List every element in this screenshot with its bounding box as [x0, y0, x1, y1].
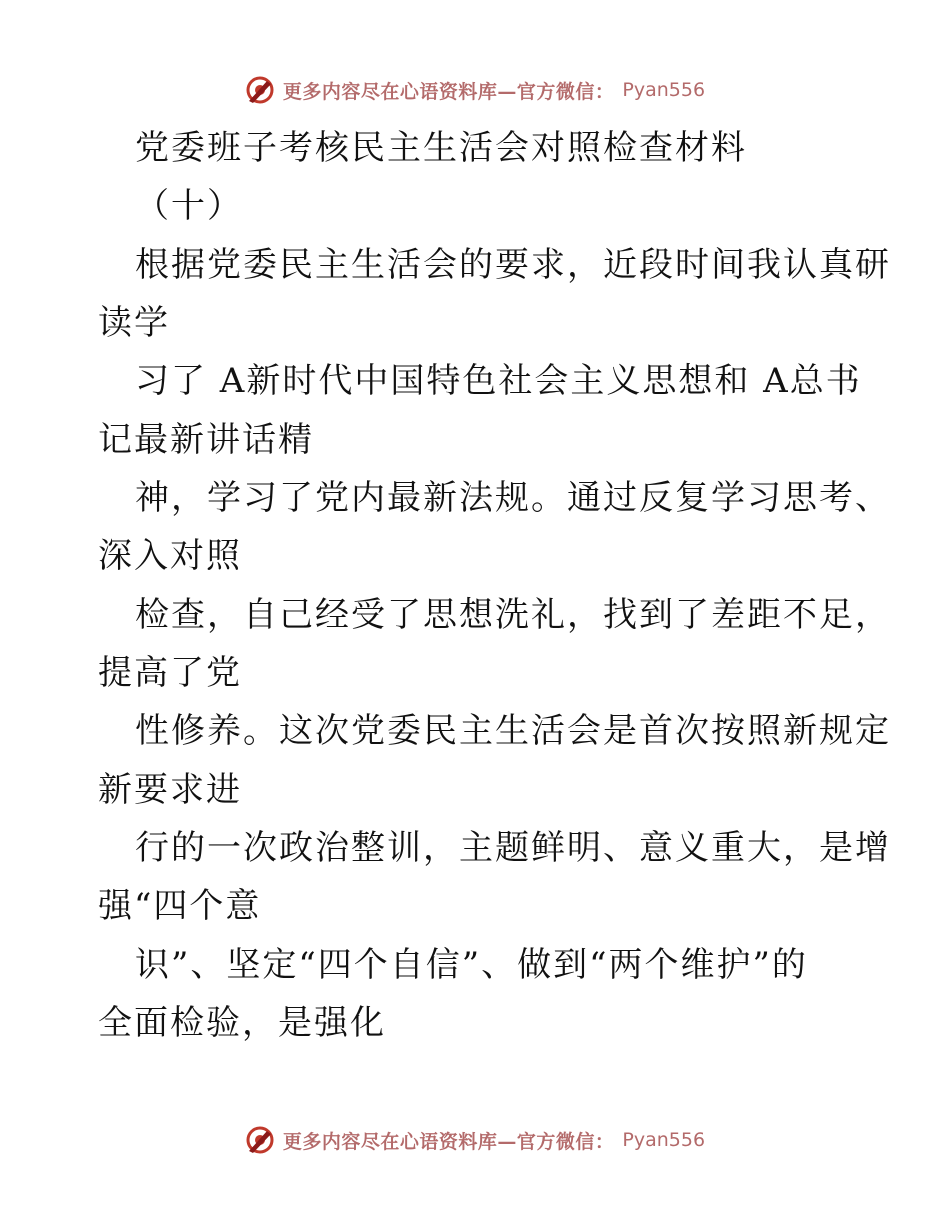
paragraph-line: 新要求进 — [98, 770, 242, 810]
paragraph-line: 读学 — [98, 303, 170, 343]
pen-logo-icon — [245, 1125, 275, 1155]
footer-watermark — [0, 1120, 950, 1160]
paragraph-line: 性修养。这次党委民主生活会是首次按照新规定 — [135, 711, 891, 751]
paragraph-line: 习了 A新时代中国特色社会主义思想和 A总书 — [135, 361, 862, 401]
watermark-brand-text: 更多内容尽在心语资料库—官方微信： — [282, 1130, 615, 1153]
header-watermark — [0, 70, 950, 110]
paragraph-line: 神，学习了党内最新法规。通过反复学习思考、 — [135, 478, 891, 518]
pen-logo-icon — [245, 75, 275, 105]
paragraph-line: 记最新讲话精 — [98, 420, 314, 460]
document-title: 党委班子考核民主生活会对照检查材料 — [135, 128, 747, 168]
watermark-wechat-id: Pyan556 — [622, 1129, 706, 1151]
paragraph-line: 提高了党 — [98, 653, 242, 693]
paragraph-line: 识”、坚定“四个自信”、做到“两个维护”的 — [135, 945, 808, 985]
paragraph-line: 全面检验，是强化 — [98, 1003, 386, 1043]
watermark-brand-text: 更多内容尽在心语资料库—官方微信： — [282, 80, 615, 103]
paragraph-line: 根据党委民主生活会的要求，近段时间我认真研 — [135, 245, 891, 285]
document-subtitle: （十） — [135, 186, 243, 226]
watermark-wechat-id: Pyan556 — [622, 79, 706, 101]
paragraph-line: 深入对照 — [98, 536, 242, 576]
paragraph-line: 检查，自己经受了思想洗礼，找到了差距不足， — [135, 595, 891, 635]
paragraph-line: 行的一次政治整训，主题鲜明、意义重大，是增 — [135, 828, 891, 868]
paragraph-line: 强“四个意 — [98, 886, 262, 926]
